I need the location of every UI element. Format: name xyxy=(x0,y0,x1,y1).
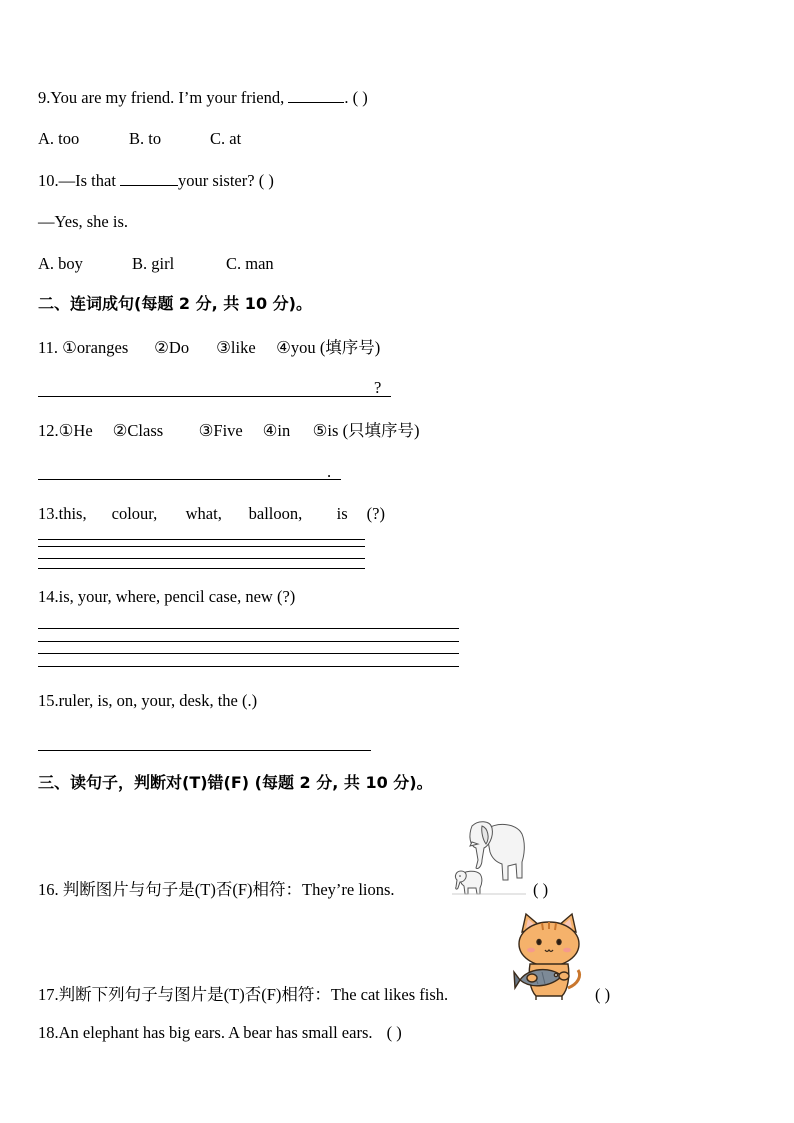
q10-options xyxy=(38,254,274,274)
q13-token-4: balloon, xyxy=(248,504,303,523)
q10-answer-line: —Yes, she is. xyxy=(38,212,129,231)
q10-option-c[interactable]: C. man xyxy=(226,254,274,273)
q11-token-1: ①oranges xyxy=(62,338,129,357)
q14-writing-line-1[interactable] xyxy=(38,628,459,629)
q9-stem: 9.You are my friend. I’m your friend, . ( ) xyxy=(38,88,368,107)
q13-token-1: this, xyxy=(58,504,87,523)
q10-stem: 10.—Is that your sister? ( ) xyxy=(38,171,274,190)
q14-writing-line-3[interactable] xyxy=(38,653,459,654)
q13-writing-line-1[interactable] xyxy=(38,539,365,540)
q11-token-4: ④you xyxy=(276,338,316,357)
q10-answer-blank[interactable] xyxy=(120,171,178,186)
q12-answer-line[interactable] xyxy=(38,479,341,480)
q13-writing-line-3[interactable] xyxy=(38,558,365,559)
q14-writing-line-4[interactable] xyxy=(38,666,459,667)
q9-answer-blank[interactable] xyxy=(288,88,344,103)
q12-end-mark: . xyxy=(327,462,332,481)
q18-answer-paren[interactable]: ( ) xyxy=(386,1023,402,1042)
q9-option-b[interactable]: B. to xyxy=(129,129,162,148)
q17-stem: 17.判断下列句子与图片是(T)否(F)相符：The cat likes fish. xyxy=(38,985,449,1004)
q11-answer-line[interactable] xyxy=(38,396,391,397)
q16-stem: 16. 判断图片与句子是(T)否(F)相符：They’re lions. xyxy=(38,880,395,899)
q9-option-a[interactable]: A. too xyxy=(38,129,80,148)
q12-stem: 12.①He ②Class ③Five ④in ⑤is (只填序号) xyxy=(38,421,420,440)
q12-token-2: ②Class xyxy=(112,421,164,440)
cat-with-fish-icon xyxy=(512,910,586,1002)
q16-answer-paren[interactable]: ( ) xyxy=(533,880,549,899)
q11-stem: 11. ①oranges ②Do ③like ④you (填序号) xyxy=(38,338,381,357)
q13-token-5: is xyxy=(336,504,348,523)
q10-option-a[interactable]: A. boy xyxy=(38,254,83,273)
section3-title: 三、读句子，判断对(T)错(F) (每题 2 分, 共 10 分)。 xyxy=(38,773,433,792)
q13-token-2: colour, xyxy=(111,504,158,523)
q12-token-4: ④in xyxy=(262,421,291,440)
section2-title: 二、连词成句(每题 2 分, 共 10 分)。 xyxy=(38,294,312,313)
elephants-icon xyxy=(446,816,528,896)
q11-end-mark: ? xyxy=(374,378,382,397)
q12-token-5: ⑤is xyxy=(312,421,339,440)
q14-stem: 14.is, your, where, pencil case, new (?) xyxy=(38,587,296,606)
q13-writing-line-4[interactable] xyxy=(38,568,365,569)
q9-options xyxy=(38,129,241,149)
q12-hint: (只填序号) xyxy=(342,421,420,440)
q18-stem: 18.An elephant has big ears. A bear has small ears. ( ) xyxy=(38,1023,402,1042)
q13-token-3: what, xyxy=(185,504,222,523)
q15-answer-line[interactable] xyxy=(38,750,371,751)
q14-writing-line-2[interactable] xyxy=(38,641,459,642)
q11-hint: (填序号) xyxy=(319,338,381,357)
q9-option-c[interactable]: C. at xyxy=(210,129,242,148)
q13-writing-line-2[interactable] xyxy=(38,546,365,547)
q13-token-6: (?) xyxy=(366,504,385,523)
q12-token-3: ③Five xyxy=(198,421,243,440)
q11-token-2: ②Do xyxy=(154,338,190,357)
q17-answer-paren[interactable]: ( ) xyxy=(595,985,611,1004)
q10-option-b[interactable]: B. girl xyxy=(132,254,175,273)
q13-stem: 13.this, colour, what, balloon, is (?) xyxy=(38,504,385,523)
q15-stem: 15.ruler, is, on, your, desk, the (.) xyxy=(38,691,258,710)
q12-token-1: ①He xyxy=(58,421,93,440)
q11-token-3: ③like xyxy=(216,338,256,357)
